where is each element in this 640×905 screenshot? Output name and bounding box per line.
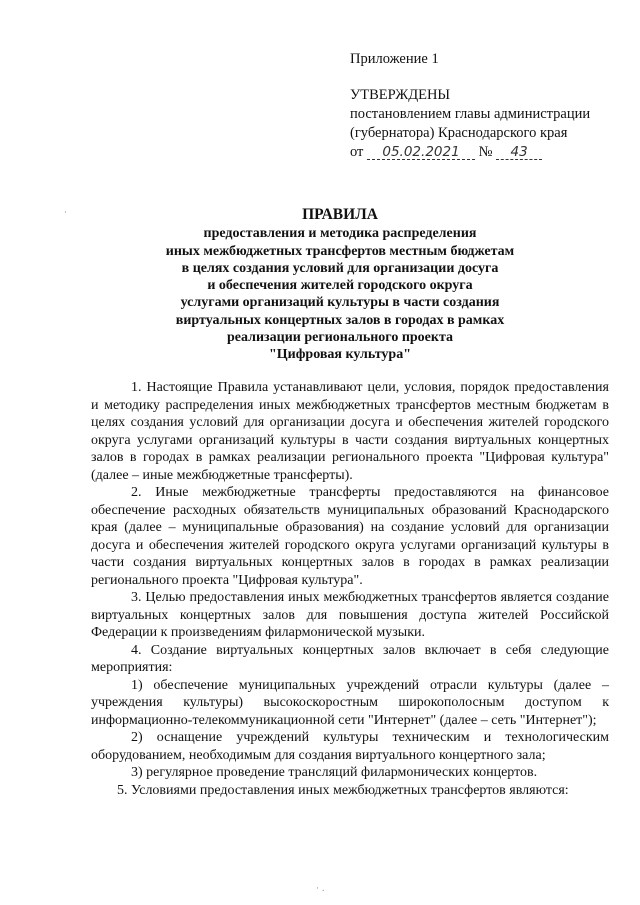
paragraph-2: 2. Иные межбюджетные трансферты предоставляются на финансовое обеспечение расходных обязательств муниципальных образований Краснодарского края (далее – муниципальные образования) на создание условий для организации досуга и обеспечения жителей городского округа услугами организаций культуры в части создания виртуальных концертных залов в городах в рамках реализации регионального проекта "Цифровая культура". [91,485,609,588]
number-sign: № [478,144,493,160]
title-line: и обеспечения жителей городского округа [207,278,473,294]
paragraph-3: 3. Целью предоставления иных межбюджетных трансфертов является создание виртуальных концертных залов для повышения доступа жителей Российской Федерации к произведениям филармонической музыки. [91,590,609,640]
scan-speck: · . [316,884,325,894]
title-line: предоставления и методика распределения [203,226,477,242]
handwritten-date: 05.02.2021 [367,145,475,160]
title-main: ПРАВИЛА [302,206,378,223]
title-line: виртуальных концертных залов в городах в рамках [175,312,505,328]
title-line: иных межбюджетных трансфертов местным бюджетам [165,243,515,259]
date-prefix: от [350,144,364,160]
date-number-line [350,143,590,162]
title-line: "Цифровая культура" [269,347,411,363]
approved-by-line-1: постановлением главы администрации [350,106,591,122]
scan-speck: · [64,208,67,218]
approved-by-line-2: (губернатора) Краснодарского края [350,125,568,141]
paragraph-4-item-2: 2) оснащение учреждений культуры техническим и технологическим оборудованием, необходимым для создания виртуального концертного зала; [91,730,609,763]
title-line: реализации регионального проекта [227,330,453,346]
approval-block [350,50,590,162]
handwritten-number: 43 [496,145,542,160]
paragraph-4-item-3: 3) регулярное проведение трансляций филармонических концертов. [131,765,538,780]
document-title [80,206,600,364]
appendix-label: Приложение 1 [350,51,439,67]
paragraph-4-item-1: 1) обеспечение муниципальных учреждений отрасли культуры (далее – учреждения культуры) высокоскоростным широкополосным доступом к информационно-телекоммуникационной сети "Интернет" (далее – сеть "Интернет"); [91,677,609,728]
title-line: в целях создания условий для организации досуга [181,260,499,276]
document-body [91,379,609,799]
paragraph-5: 5. Условиями предоставления иных межбюджетных трансфертов являются: [117,782,569,798]
paragraph-1: 1. Настоящие Правила устанавливают цели, условия, порядок предоставления и методику распределения иных межбюджетных трансфертов местным бюджетам в целях создания условий для организации досуга и обеспечения жителей городского округа услугами организаций культуры в части создания виртуальных концертных залов в городах в рамках реализации регионального проекта "Цифровая культура" (далее – иные межбюджетные трансферты). [91,380,609,483]
paragraph-4: 4. Создание виртуальных концертных залов включает в себя следующие мероприятия: [91,642,609,675]
approved-label: УТВЕРЖДЕНЫ [350,87,451,103]
title-line: услугами организаций культуры в части создания [180,295,500,311]
